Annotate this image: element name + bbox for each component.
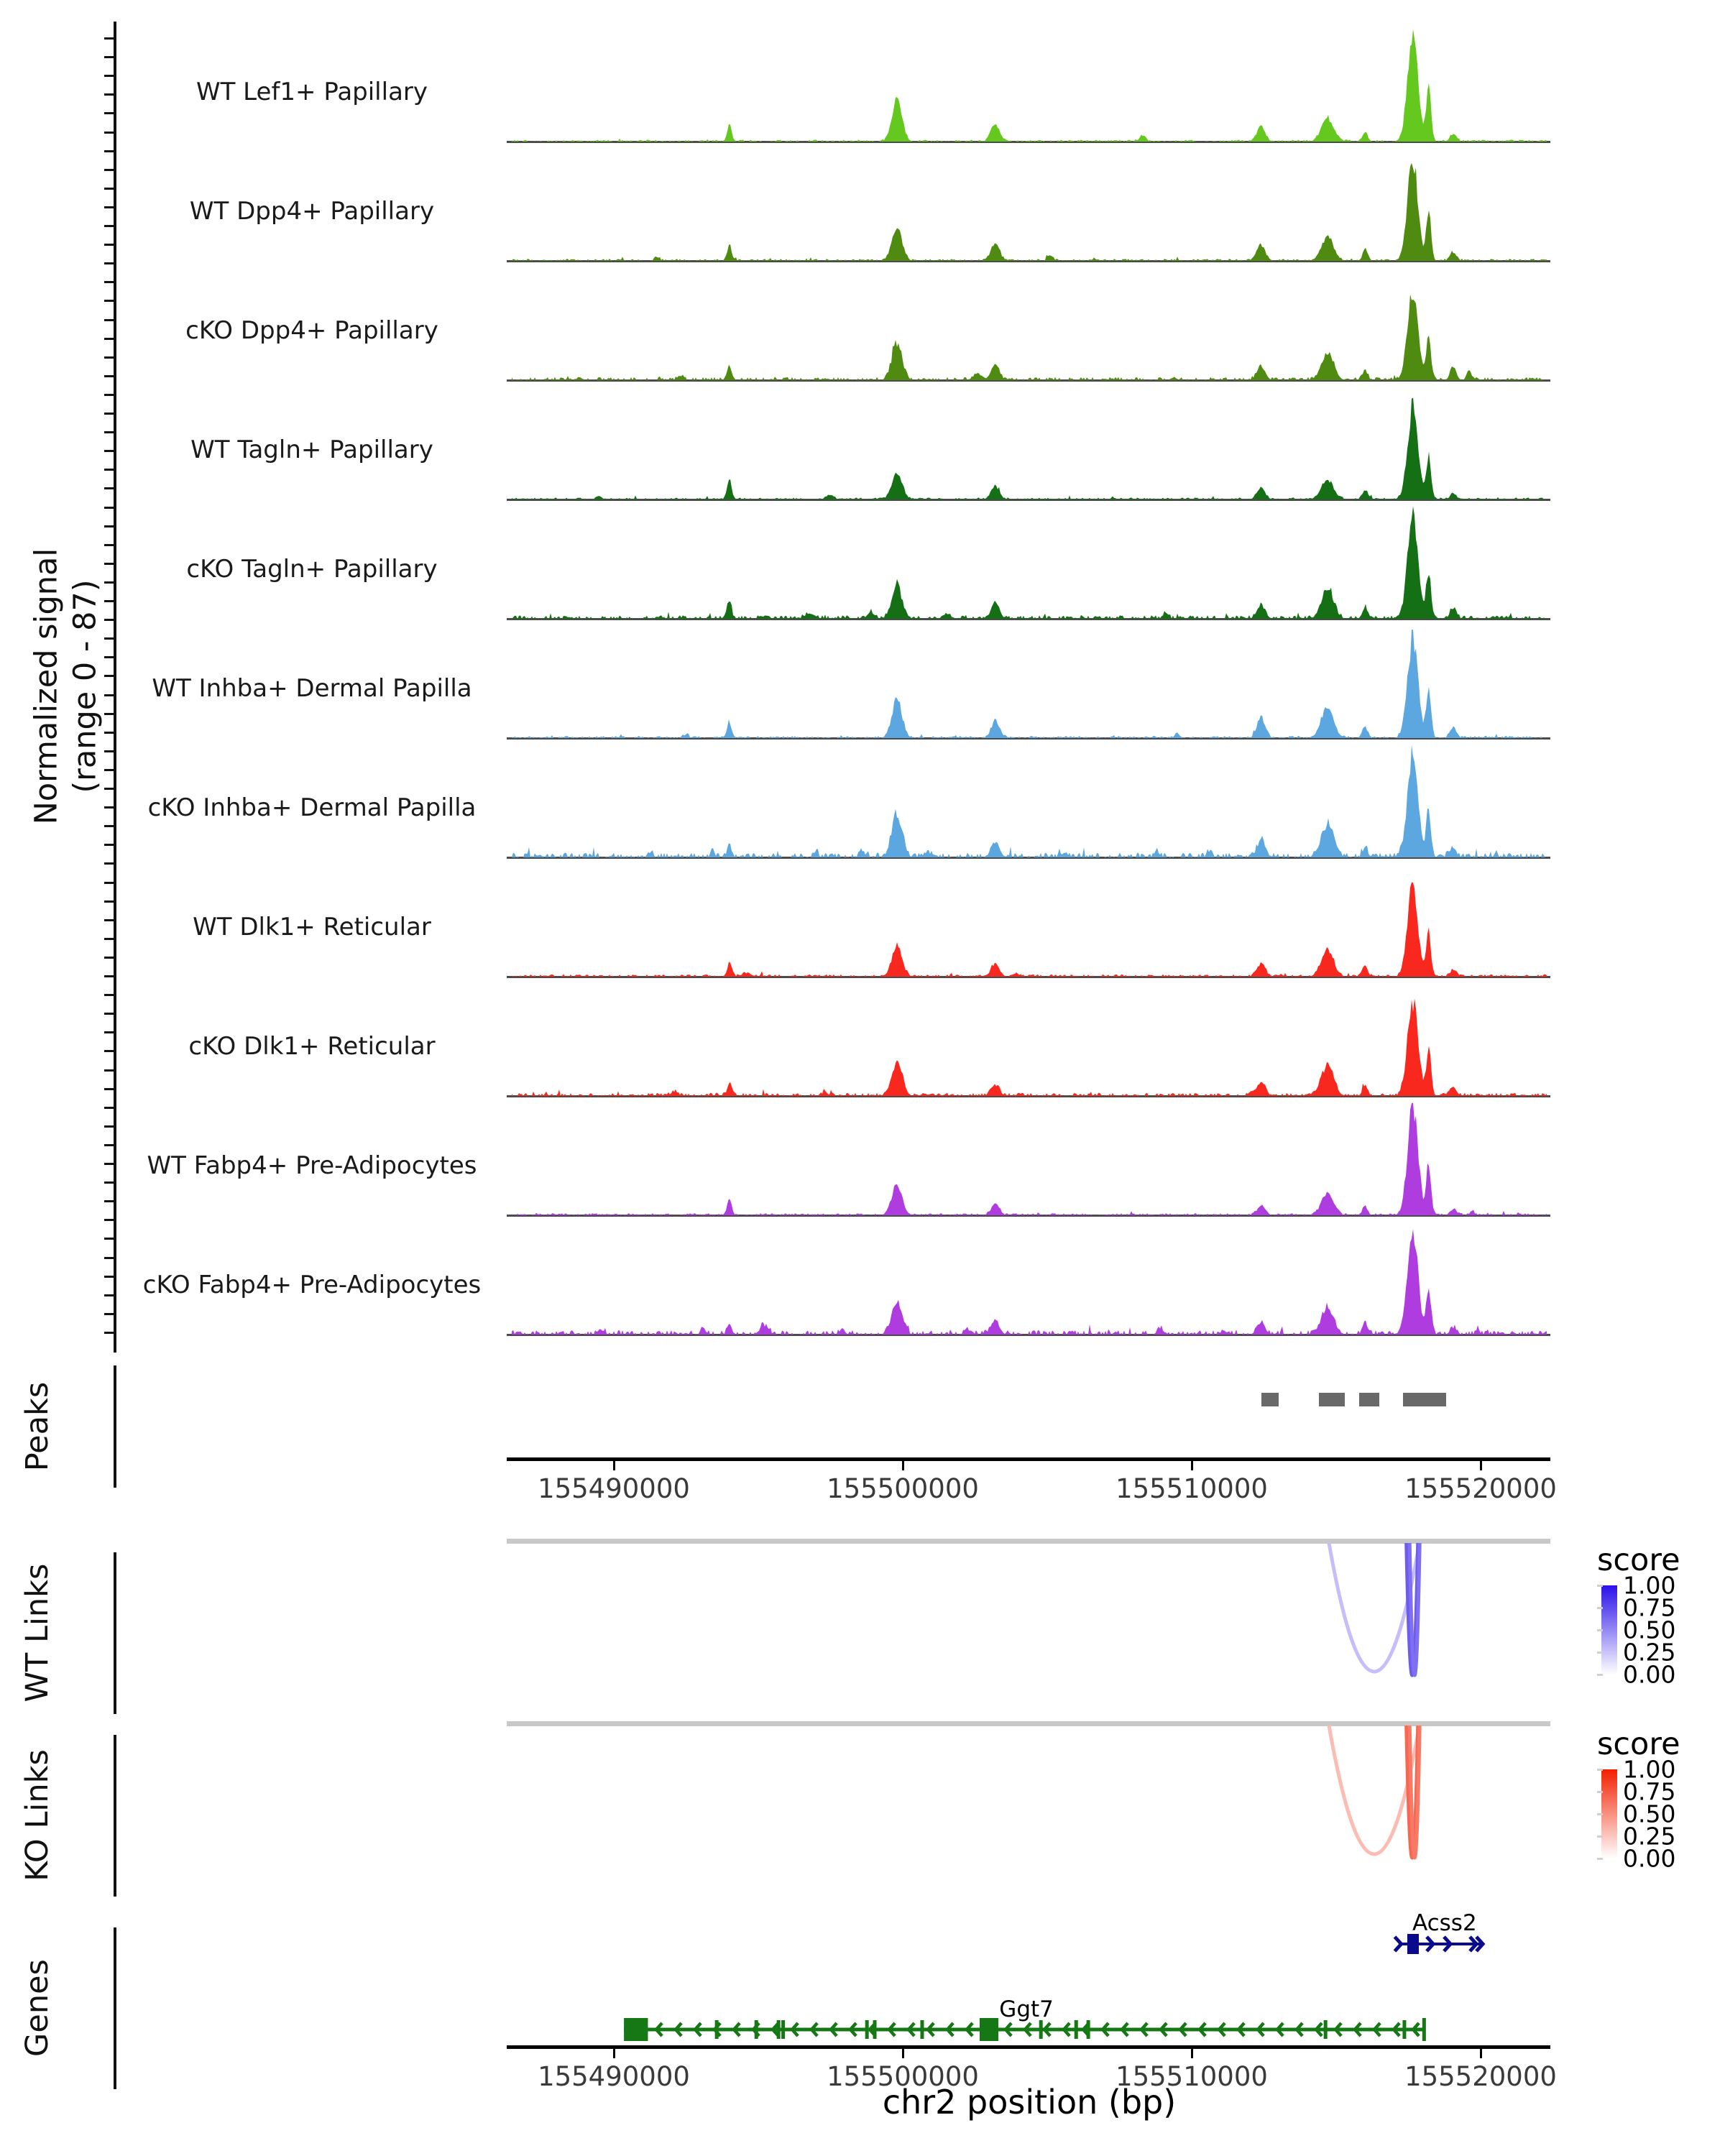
score-tick-label: 0.25 (1623, 1638, 1676, 1667)
genome-axis-tick (613, 2049, 615, 2058)
genes-bracket (114, 1927, 116, 2089)
coverage-track-area (507, 1101, 1550, 1217)
genes-section-label: Genes (19, 1959, 55, 2057)
coverage-track-area (507, 862, 1550, 979)
signal-axis-bracket (114, 22, 116, 1353)
coverage-signal (512, 295, 1547, 381)
genome-axis-tick-label: 155510000 (1116, 2061, 1268, 2092)
wt-links-bracket (114, 1552, 116, 1714)
score-colorbar-tick (1597, 1629, 1603, 1631)
signal-axis-tick (104, 1313, 114, 1315)
exon-tick (781, 2020, 785, 2039)
exon-tick (1075, 2020, 1078, 2039)
track-label: cKO Fabp4+ Pre-Adipocytes (142, 1271, 482, 1299)
signal-axis-tick (104, 375, 114, 377)
signal-axis-tick (104, 1069, 114, 1072)
coverage-signal (512, 630, 1547, 738)
signal-axis-tick (104, 469, 114, 471)
signal-axis-tick (104, 300, 114, 302)
genome-axis-tick (1191, 2049, 1193, 2058)
coverage-signal (512, 1229, 1547, 1335)
x-axis-label: chr2 position (bp) (882, 2083, 1177, 2122)
signal-axis-tick (104, 150, 114, 152)
signal-axis-tick (104, 769, 114, 771)
signal-axis-tick (104, 900, 114, 903)
track-label: cKO Dlk1+ Reticular (188, 1032, 436, 1061)
track-label: WT Dpp4+ Papillary (189, 197, 435, 226)
signal-axis-tick (104, 356, 114, 359)
signal-axis-tick (104, 93, 114, 96)
signal-axis-tick (104, 938, 114, 940)
exon-box (624, 2018, 648, 2041)
track-label: cKO Inhba+ Dermal Papilla (147, 793, 477, 822)
signal-axis-tick (104, 450, 114, 452)
coverage-track-area (507, 385, 1550, 502)
score-tick-label: 0.50 (1623, 1616, 1676, 1644)
ko-links-arcs (503, 1723, 1552, 1867)
coverage-track-area (507, 743, 1550, 860)
signal-axis-tick (104, 56, 114, 58)
genome-axis-tick-label: 155490000 (538, 1473, 690, 1504)
signal-axis-tick (104, 563, 114, 565)
track-label: cKO Dpp4+ Papillary (185, 316, 438, 345)
signal-axis-tick (104, 862, 114, 865)
coverage-track-area (507, 982, 1550, 1098)
signal-axis-tick (104, 132, 114, 134)
gene-models (503, 1908, 1552, 2063)
signal-axis-tick (104, 1181, 114, 1184)
signal-axis-tick (104, 487, 114, 489)
signal-axis-tick (104, 188, 114, 190)
signal-axis-tick (104, 431, 114, 433)
signal-axis-tick (104, 1294, 114, 1296)
signal-axis-tick (104, 1219, 114, 1221)
score-tick-label: 0.50 (1623, 1800, 1676, 1828)
coverage-track-area (507, 1220, 1550, 1337)
signal-axis-tick (104, 281, 114, 283)
genome-axis-tick-label: 155500000 (827, 2061, 979, 2092)
genome-axis-tick (613, 1461, 615, 1470)
signal-axis-tick (104, 1050, 114, 1052)
signal-axis-tick (104, 675, 114, 677)
genome-axis-tick-label: 155510000 (1116, 1473, 1268, 1504)
signal-axis-tick (104, 169, 114, 171)
exon-tick (1324, 2020, 1328, 2039)
ko-links-bracket (114, 1735, 116, 1897)
score-colorbar-tick (1597, 1769, 1603, 1771)
signal-axis-tick (104, 619, 114, 621)
signal-axis-tick (104, 206, 114, 208)
signal-axis-tick (104, 507, 114, 509)
signal-axis-tick (104, 1088, 114, 1090)
track-label: WT Fabp4+ Pre-Adipocytes (147, 1151, 477, 1180)
genome-axis-tick-label: 155490000 (538, 2061, 690, 2092)
signal-axis-tick (104, 394, 114, 396)
peak-interval (1261, 1393, 1279, 1406)
genome-axis-tick (902, 1461, 904, 1470)
signal-axis-tick (104, 882, 114, 884)
genome-axis-tick (1191, 1461, 1193, 1470)
gene-label: Acss2 (1412, 1910, 1477, 1936)
signal-axis-tick (104, 788, 114, 790)
signal-axis-tick (104, 262, 114, 264)
genome-axis-tick (1480, 2049, 1482, 2058)
score-colorbar-tick (1597, 1607, 1603, 1609)
signal-axis-tick (104, 1144, 114, 1146)
genome-axis-tick-label: 155520000 (1404, 1473, 1557, 1504)
genome-axis-tick (1480, 1461, 1482, 1470)
signal-axis-tick (104, 600, 114, 602)
peaks-section-label: Peaks (19, 1381, 55, 1472)
score-tick-label: 0.75 (1623, 1777, 1676, 1806)
signal-axis-tick (104, 656, 114, 658)
track-label: WT Lef1+ Papillary (196, 78, 428, 106)
y-axis-title-line2: (range 0 - 87) (67, 579, 103, 793)
exon-box (1422, 2018, 1426, 2041)
peaks-bracket (114, 1365, 116, 1488)
signal-axis-tick (104, 1163, 114, 1165)
exon-tick (1402, 2020, 1406, 2039)
wt-score-legend-title: score (1597, 1542, 1680, 1578)
signal-axis-tick (104, 1031, 114, 1033)
signal-axis-tick (104, 957, 114, 959)
signal-axis-tick (104, 37, 114, 40)
coverage-signal (512, 998, 1547, 1096)
signal-axis-tick (104, 732, 114, 734)
y-axis-title-line1: Normalized signal (28, 548, 65, 825)
signal-axis-tick (104, 844, 114, 846)
score-colorbar-tick (1597, 1858, 1603, 1860)
signal-axis-tick (104, 225, 114, 227)
genome-axis-tick (902, 2049, 904, 2058)
signal-axis-tick (104, 338, 114, 340)
score-tick-label: 0.00 (1623, 1844, 1676, 1873)
signal-axis-tick (104, 806, 114, 808)
signal-axis-tick (104, 244, 114, 246)
coverage-track-area (507, 266, 1550, 382)
genome-axis-line (507, 1457, 1550, 1461)
signal-axis-tick (104, 75, 114, 77)
wt-links-arcs (503, 1541, 1552, 1685)
track-label: cKO Tagln+ Papillary (186, 555, 438, 584)
track-label: WT Tagln+ Papillary (190, 436, 433, 464)
signal-axis-tick (104, 994, 114, 996)
signal-axis-tick (104, 1107, 114, 1109)
track-label: WT Inhba+ Dermal Papilla (152, 674, 472, 703)
signal-axis-tick (104, 750, 114, 752)
coverage-track-area (507, 27, 1550, 144)
signal-axis-tick (104, 1276, 114, 1278)
coverage-track-area (507, 505, 1550, 621)
y-axis-title (27, 548, 105, 825)
exon-box (1407, 1934, 1419, 1954)
score-tick-label: 0.25 (1623, 1822, 1676, 1851)
signal-axis-tick (104, 525, 114, 528)
exon-tick (920, 2020, 924, 2039)
coverage-signal (512, 163, 1547, 261)
score-colorbar-tick (1597, 1791, 1603, 1793)
signal-axis-tick (104, 1013, 114, 1015)
signal-axis-tick (104, 581, 114, 584)
signal-axis-tick (104, 713, 114, 715)
signal-axis-tick (104, 544, 114, 546)
peak-interval (1359, 1393, 1379, 1406)
score-colorbar-tick (1597, 1813, 1603, 1815)
signal-axis-tick (104, 919, 114, 921)
coverage-signal (512, 398, 1547, 500)
score-colorbar-tick (1597, 1585, 1603, 1587)
signal-axis-tick (104, 1257, 114, 1259)
ko-score-colorbar (1601, 1769, 1617, 1858)
exon-tick (1039, 2020, 1043, 2039)
coverage-signal (512, 1102, 1547, 1215)
coverage-track-area (507, 624, 1550, 740)
signal-axis-tick (104, 1200, 114, 1202)
score-tick-label: 0.75 (1623, 1593, 1676, 1622)
coverage-signal (512, 29, 1547, 142)
genome-axis-tick-label: 155500000 (827, 1473, 979, 1504)
signal-axis-tick (104, 1125, 114, 1128)
ko-links-section-label: KO Links (19, 1749, 55, 1881)
signal-axis-tick (104, 694, 114, 696)
coverage-track-area (507, 147, 1550, 263)
score-colorbar-tick (1597, 1835, 1603, 1838)
coverage-signal (512, 883, 1547, 977)
signal-axis-tick (104, 112, 114, 114)
signal-axis-tick (104, 637, 114, 640)
signal-axis-tick (104, 1238, 114, 1240)
coverage-signal (512, 506, 1547, 619)
signal-axis-tick (104, 975, 114, 977)
genome-axis-line (507, 2045, 1550, 2049)
score-colorbar-tick (1597, 1674, 1603, 1676)
coverage-signal (512, 745, 1547, 857)
ko-score-legend-title: score (1597, 1726, 1680, 1762)
score-tick-label: 0.00 (1623, 1660, 1676, 1689)
signal-axis-tick (104, 1332, 114, 1334)
exon-box (980, 2018, 998, 2041)
wt-score-colorbar (1601, 1585, 1617, 1674)
signal-axis-tick (104, 413, 114, 415)
track-label: WT Dlk1+ Reticular (193, 913, 431, 941)
signal-axis-tick (104, 319, 114, 321)
peak-interval (1319, 1393, 1345, 1406)
signal-axis-tick (104, 825, 114, 827)
wt-links-section-label: WT Links (19, 1563, 55, 1703)
score-colorbar-tick (1597, 1651, 1603, 1654)
gene-label: Ggt7 (999, 1996, 1054, 2022)
score-tick-label: 1.00 (1623, 1571, 1676, 1600)
score-tick-label: 1.00 (1623, 1755, 1676, 1784)
peak-interval (1403, 1393, 1446, 1406)
genome-axis-tick-label: 155520000 (1404, 2061, 1557, 2092)
strand-arrow (1395, 1937, 1402, 1951)
